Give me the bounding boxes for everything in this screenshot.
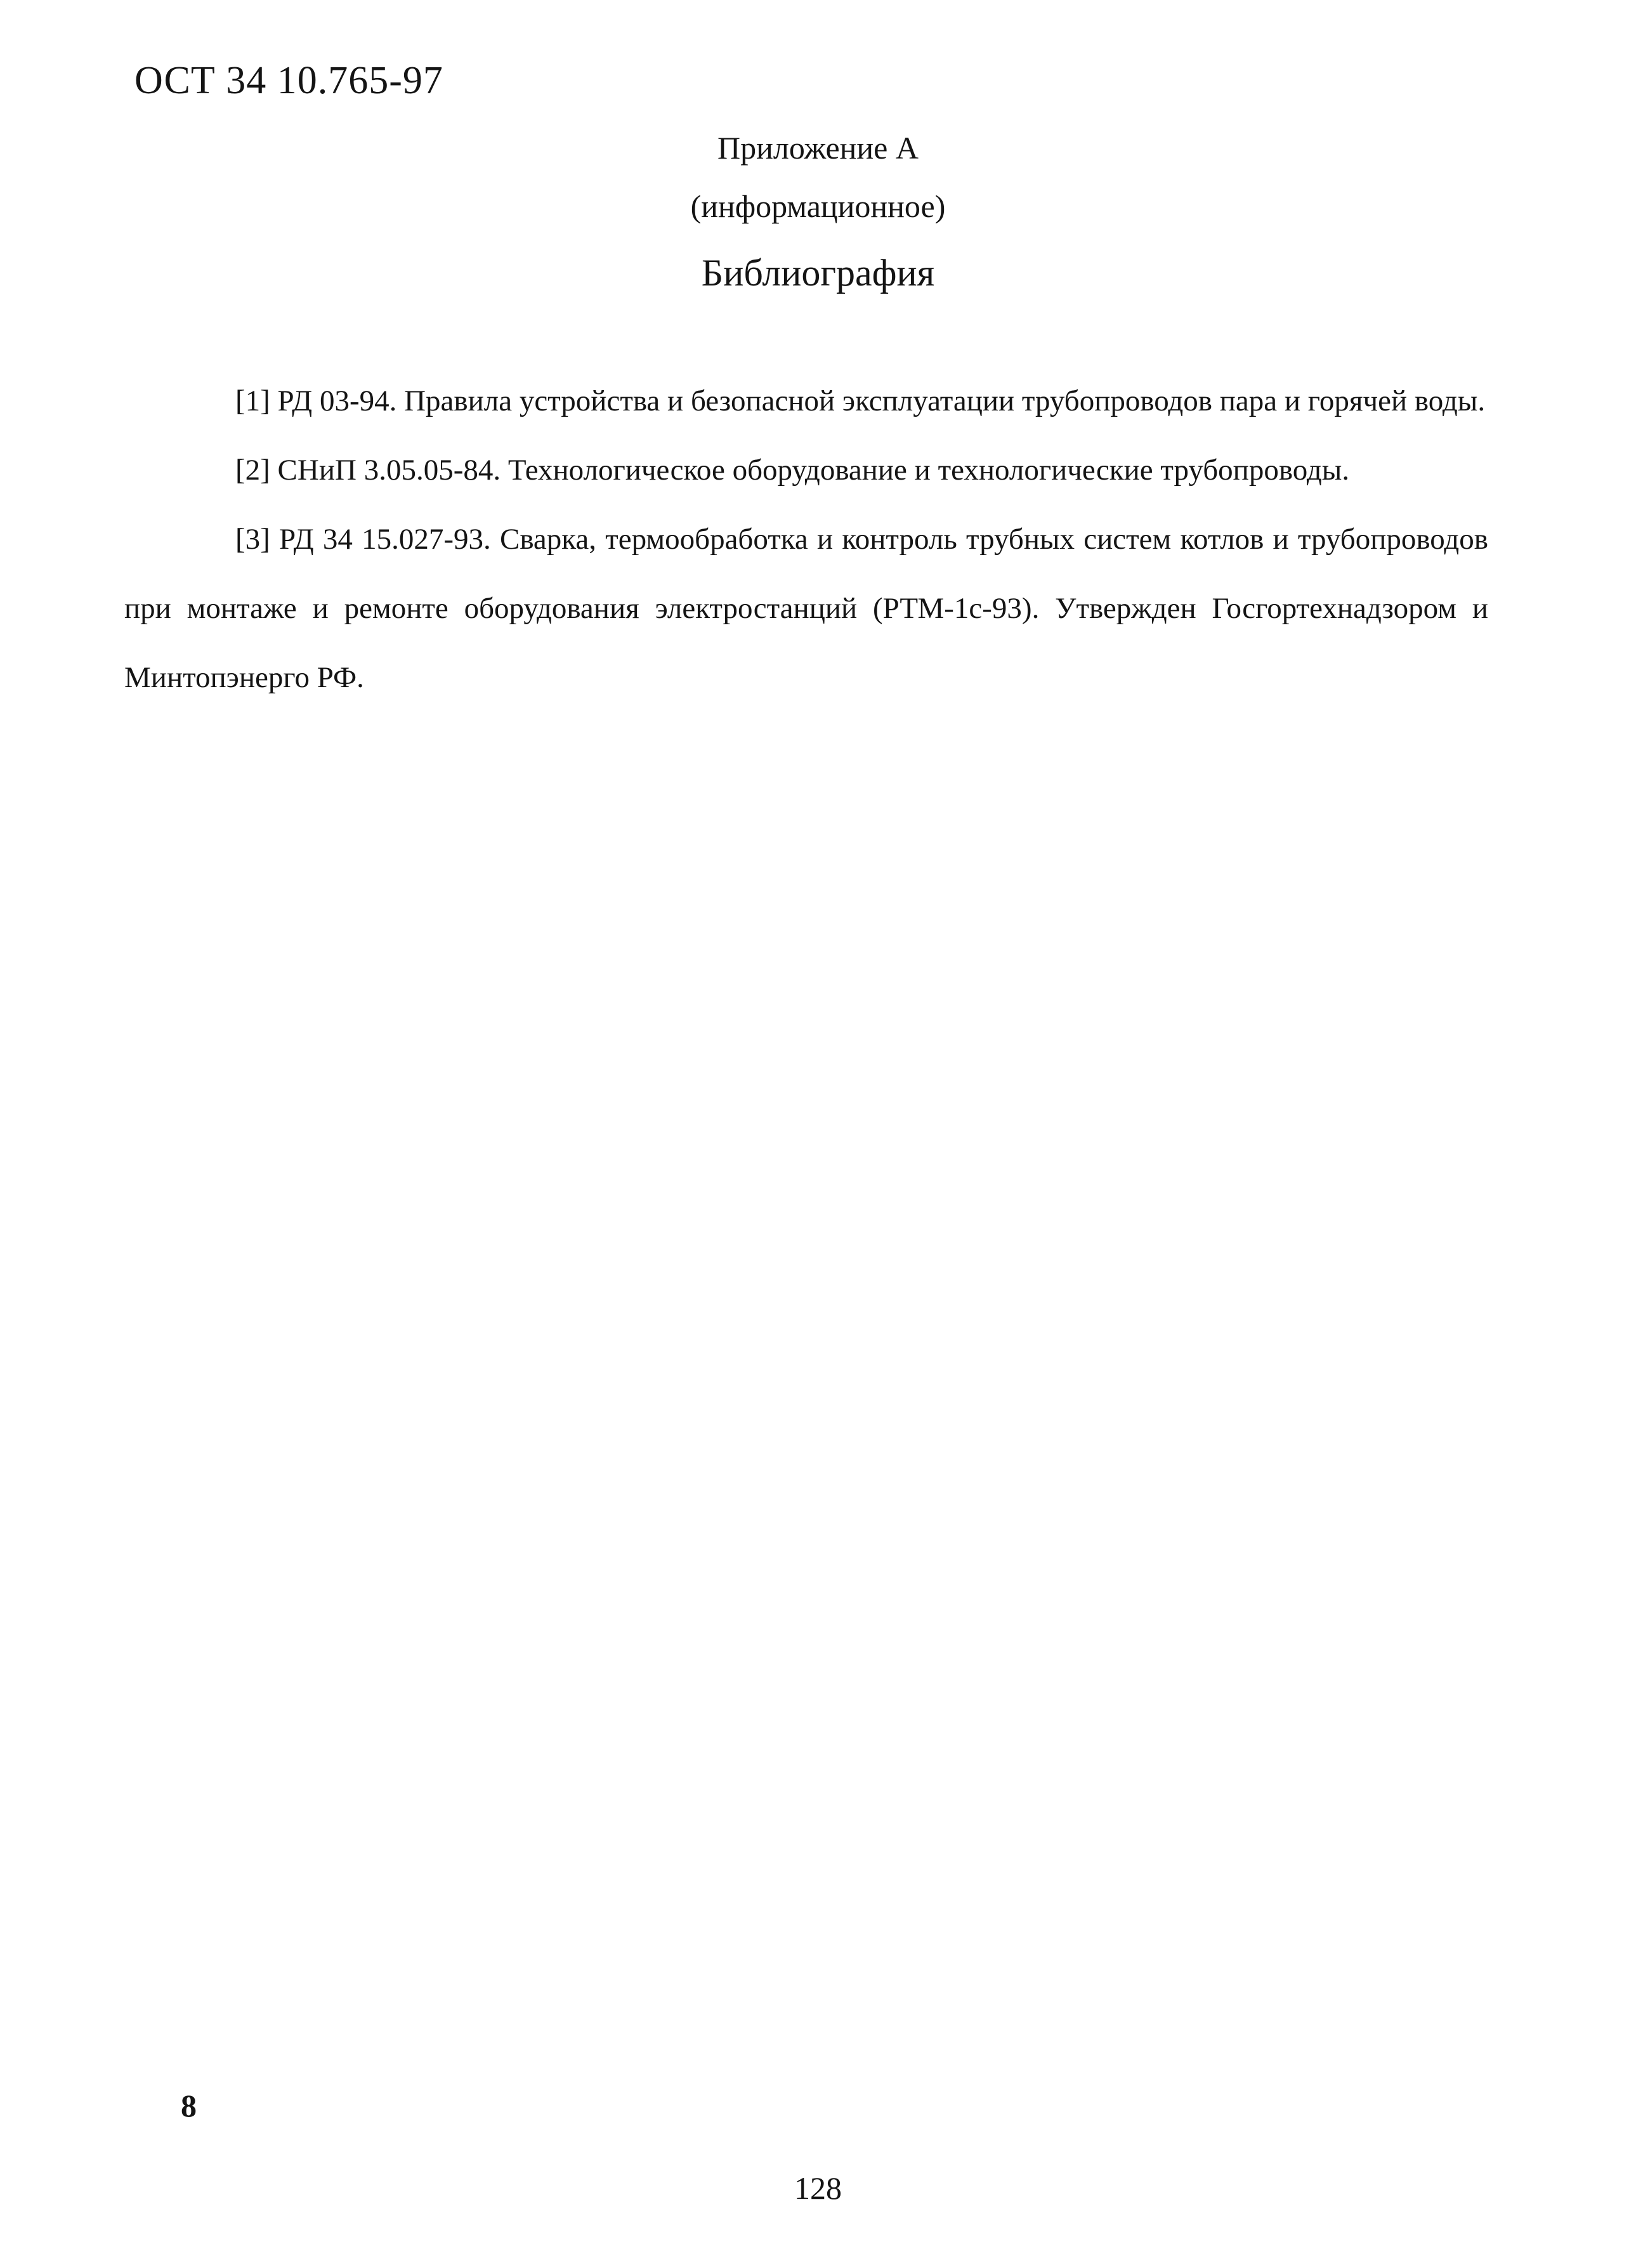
section-title: Библиография — [701, 252, 935, 294]
document-code: ОСТ 34 10.765-97 — [134, 59, 443, 102]
bibliography-entry-1: [1] РД 03-94. Правила устройства и безопасной эксплуатации трубопроводов пара и горячей воды. — [235, 384, 1486, 417]
bibliography-entry-2: [2] СНиП 3.05.05-84. Технологическое оборудование и технологические трубопроводы. — [235, 454, 1350, 487]
appendix-type: (информационное) — [690, 188, 946, 224]
page-mark: 8 — [181, 2088, 197, 2123]
page-number: 128 — [794, 2170, 842, 2206]
bibliography-list — [124, 367, 1488, 712]
appendix-label: Приложение А — [717, 130, 919, 166]
bibliography-entry-3: [3] РД 34 15.027-93. Сварка, термообработка и контроль трубных систем котлов и трубопроводов при монтаже и ремонте оборудования электростанций (РТМ-1с-93). Утвержден Госгортехнадзором и Минтопэнерго РФ. — [124, 523, 1488, 694]
